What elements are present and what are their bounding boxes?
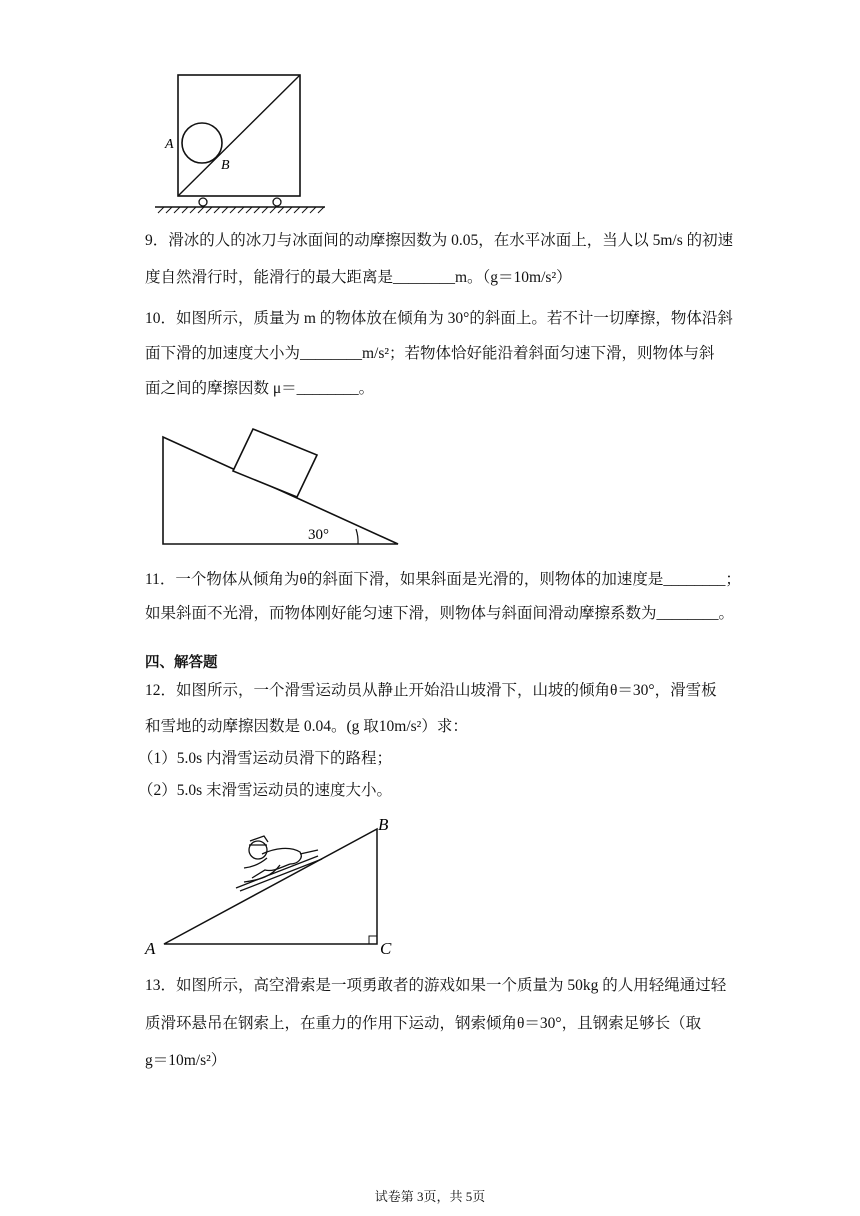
q11-line2: 如果斜面不光滑，而物体刚好能匀速下滑，则物体与斜面间滑动摩擦系数为________。	[145, 605, 735, 622]
q12-sub2: （2）5.0s 末滑雪运动员的速度大小。	[138, 782, 393, 799]
block	[233, 429, 317, 497]
roller-right	[273, 198, 281, 206]
figure-incline-block	[150, 422, 410, 552]
ground-hatch	[158, 207, 324, 213]
label-a: A	[165, 137, 174, 152]
q12-line2: 和雪地的动摩擦因数是 0.04。(g 取10m/s²）求：	[145, 718, 468, 735]
q11-line1: 11．一个物体从倾角为θ的斜面下滑，如果斜面是光滑的，则物体的加速度是________；	[145, 571, 741, 588]
q9-line2: 度自然滑行时，能滑行的最大距离是________m。（g＝10m/s²）	[145, 269, 572, 286]
label-b: B	[221, 158, 230, 173]
section-title: 四、解答题	[145, 655, 218, 671]
label-c: C	[380, 939, 392, 958]
roller-left	[199, 198, 207, 206]
angle-label: 30°	[308, 527, 329, 543]
q13-line2: 质滑环悬吊在钢索上，在重力的作用下运动，钢索倾角θ＝30°，且钢索足够长（取	[145, 1015, 702, 1032]
figure-skier-slope	[140, 812, 400, 962]
diagonal-incline	[178, 75, 300, 196]
q13-line1: 13．如图所示，高空滑索是一项勇敢者的游戏如果一个质量为 50kg 的人用轻绳通过轻	[145, 977, 727, 994]
q10-line3: 面之间的摩擦因数 μ＝________。	[145, 380, 375, 397]
q10-line2: 面下滑的加速度大小为________m/s²；若物体恰好能沿着斜面匀速下滑，则物体与斜	[145, 345, 715, 362]
right-angle-mark	[369, 936, 377, 944]
angle-arc	[356, 529, 358, 544]
q12-line1: 12．如图所示，一个滑雪运动员从静止开始沿山坡滑下，山坡的倾角θ＝30°，滑雪板	[145, 682, 717, 699]
page-footer: 试卷第 3页，共 5页	[374, 1189, 486, 1204]
label-b: B	[378, 815, 389, 834]
ball	[182, 123, 222, 163]
q10-line1: 10．如图所示，质量为 m 的物体放在倾角为 30°的斜面上。若不计一切摩擦，物体沿斜	[145, 310, 733, 327]
label-a: A	[145, 939, 156, 958]
slope-triangle	[164, 829, 377, 944]
figure-box-ball	[150, 72, 330, 214]
q9-line1: 9．滑冰的人的冰刀与冰面间的动摩擦因数为 0.05，在水平冰面上，当人以 5m/s 的初速	[145, 232, 734, 249]
q12-sub1: （1）5.0s 内滑雪运动员滑下的路程；	[138, 750, 393, 767]
q13-line3: g＝10m/s²）	[145, 1052, 227, 1069]
